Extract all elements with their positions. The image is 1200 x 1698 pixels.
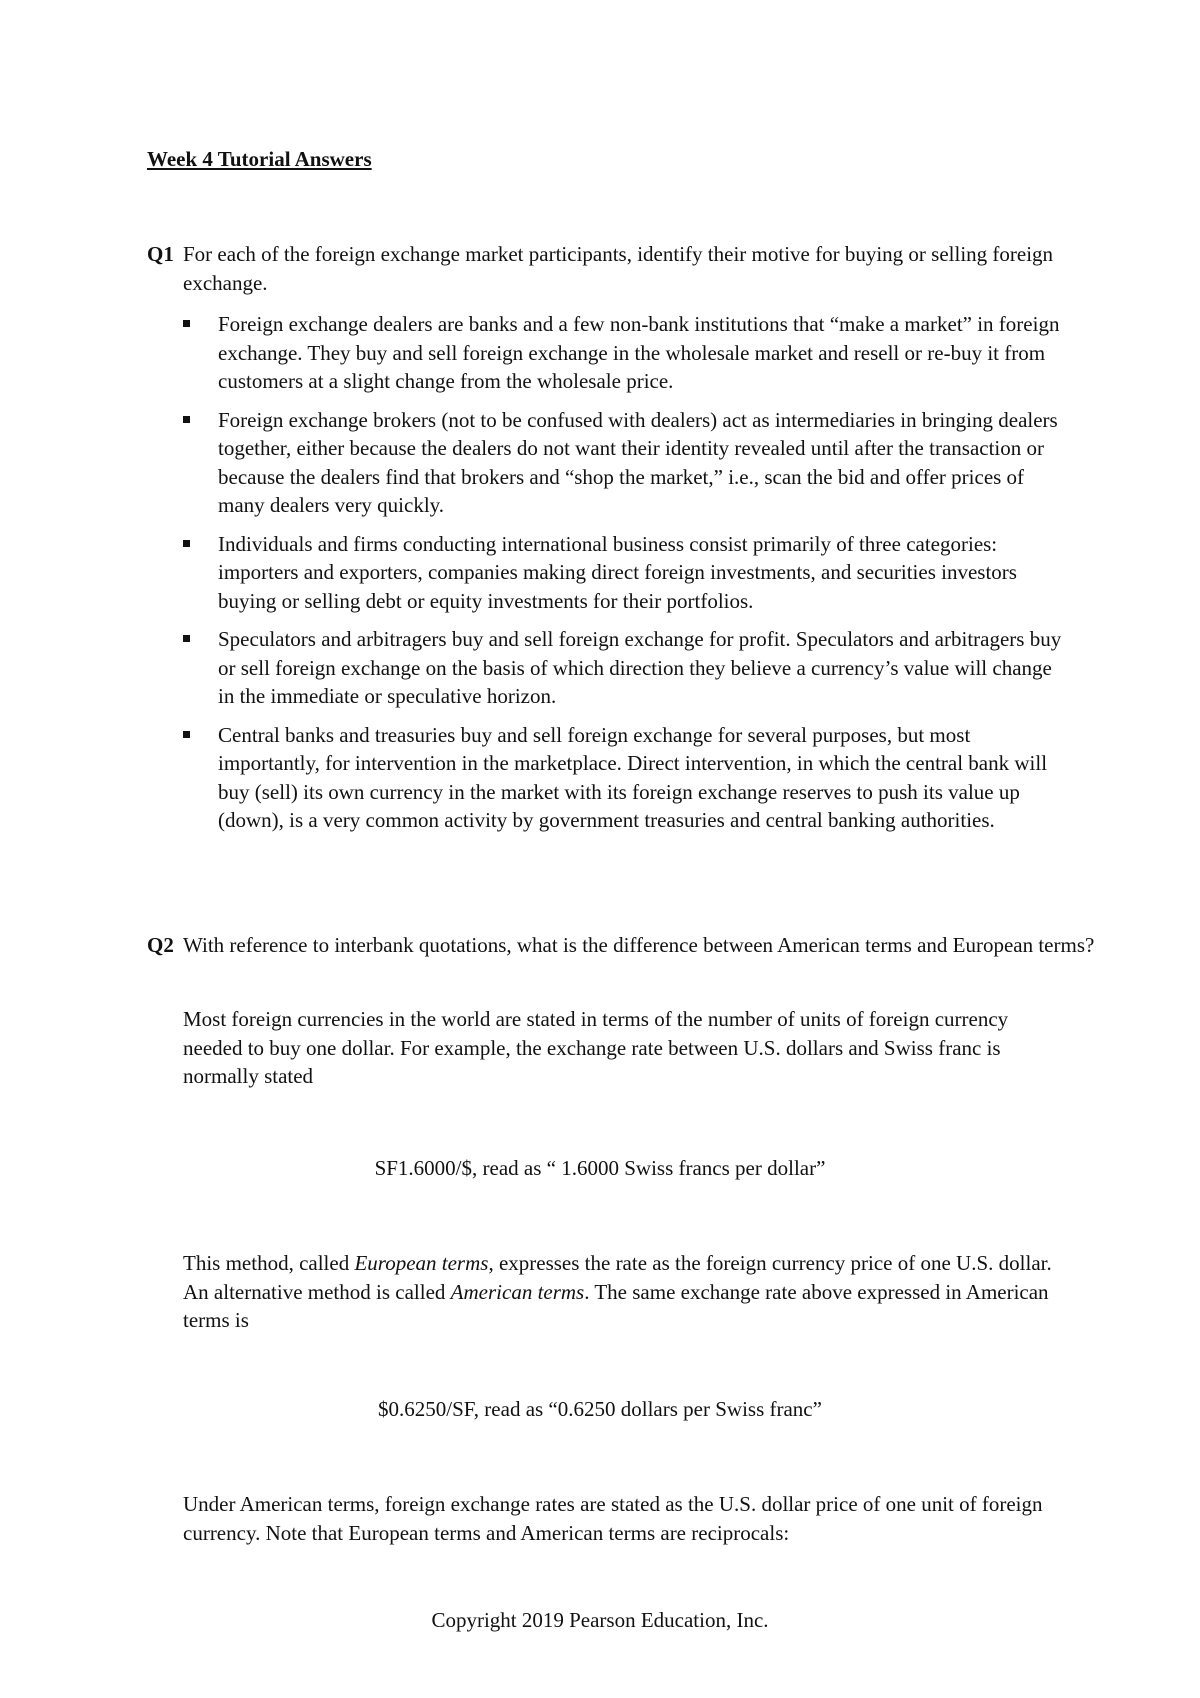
exchange-rate-formula: SF1.6000/$, read as “ 1.6000 Swiss francs per dollar” (374, 1156, 826, 1180)
list-item (183, 625, 1063, 711)
list-item-text: Speculators and arbitragers buy and sell foreign exchange for profit. Speculators and arbitragers buy or sell foreign exchange on the basis of which direction they believe a currency’s value will change in the immediate or speculative horizon. (218, 627, 1062, 708)
answer-paragraph: Most foreign currencies in the world are stated in terms of the number of units of foreign currency needed to buy one dollar. For example, the exchange rate between U.S. dollars and Swiss franc is normally stated (183, 1007, 1009, 1088)
answer-paragraph: Under American terms, foreign exchange rates are stated as the U.S. dollar price of one unit of foreign currency. Note that European terms and American terms are reciprocals: (183, 1492, 1043, 1545)
document-title: Week 4 Tutorial Answers (147, 147, 372, 171)
paragraph-text: , expresses the rate as the foreign currency price of one U.S. dollar. An alternative method is called (183, 1251, 1052, 1304)
answer-paragraph (183, 1249, 1063, 1335)
list-item (183, 721, 1063, 835)
list-item-text: Central banks and treasuries buy and sell foreign exchange for several purposes, but most importantly, for intervention in the marketplace. Direct intervention, in which the central bank will buy (sell) its own currency in the market with its foreign exchange reserves to push its value up (down), is a very common activity by government treasuries and central banking authorities. (218, 722, 1048, 832)
list-item (183, 310, 1063, 396)
square-bullet-icon (183, 635, 190, 642)
square-bullet-icon (183, 731, 190, 738)
list-item-text: Foreign exchange dealers are banks and a few non-bank institutions that “make a market” in foreign exchange. They buy and sell foreign exchange in the wholesale market and resell or re-buy it from customers at a slight change from the wholesale price. (218, 312, 1060, 393)
exchange-rate-formula: $0.6250/SF, read as “0.6250 dollars per Swiss franc” (378, 1397, 822, 1421)
paragraph-text: This method, called (183, 1251, 355, 1275)
page-footer: Copyright 2019 Pearson Education, Inc. (431, 1608, 769, 1632)
list-item-text: Individuals and firms conducting international business consist primarily of three categories: importers and exporters, companies making direct foreign investments, and securities investors buying or selling debt or equity investments for their portfolios. (218, 531, 1017, 613)
square-bullet-icon (183, 540, 190, 547)
question-1 (147, 240, 1103, 297)
list-item-text: Foreign exchange brokers (not to be confused with dealers) act as intermediaries in bringing dealers together, either because the dealers do not want their identity revealed until after the transaction or because the dealers find that brokers and “shop the market,” i.e., scan the bid and offer prices of many dealers very quickly. (218, 407, 1058, 517)
question-number: Q2 (147, 933, 174, 957)
square-bullet-icon (183, 416, 190, 423)
question-number: Q1 (147, 242, 174, 266)
emphasis-term: European terms (354, 1251, 489, 1275)
list-item (183, 406, 1063, 520)
question-text: With reference to interbank quotations, what is the difference between American terms and European terms? (183, 933, 1095, 957)
emphasis-term: American terms (450, 1279, 585, 1304)
paragraph-text: . The same exchange rate above expressed in American terms is (183, 1279, 1049, 1332)
question-text: For each of the foreign exchange market participants, identify their motive for buying or selling foreign exchange. (183, 242, 1054, 295)
square-bullet-icon (183, 320, 190, 327)
participants-list (183, 310, 1063, 845)
question-2 (147, 931, 1103, 960)
list-item (183, 530, 1063, 616)
